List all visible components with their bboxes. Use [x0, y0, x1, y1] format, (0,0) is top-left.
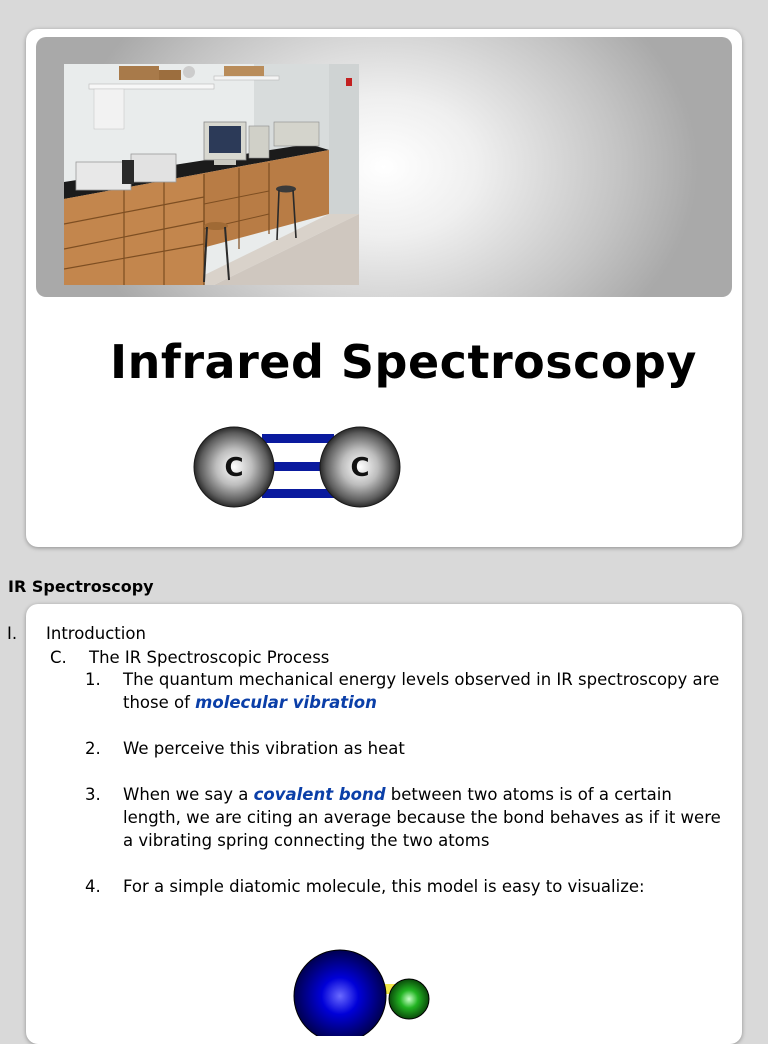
- outline-marker: C.: [50, 648, 67, 667]
- item-marker: 4.: [85, 877, 101, 896]
- emphasis-term: molecular vibration: [195, 693, 377, 712]
- atom-label: C: [350, 453, 370, 483]
- slide-title: Infrared Spectroscopy: [110, 335, 697, 389]
- emphasis-term: covalent bond: [253, 785, 386, 804]
- outline-subheading: The IR Spectroscopic Process: [89, 648, 330, 667]
- bond-line: [262, 434, 334, 443]
- large-atom: [294, 950, 386, 1036]
- item-text-part: between two atoms is of a certain: [385, 785, 672, 804]
- lab-photo: [64, 64, 359, 285]
- item-text: We perceive this vibration as heat: [123, 739, 405, 758]
- item-text: length, we are citing an average because the bond behaves as if it were: [123, 808, 721, 827]
- content-slide: [7, 604, 742, 1044]
- item-marker: 1.: [85, 670, 101, 689]
- item-text-part: When we say a: [123, 785, 254, 804]
- item-text: [123, 783, 672, 806]
- item-text: The quantum mechanical energy levels observed in IR spectroscopy are: [123, 670, 720, 689]
- small-atom: [389, 979, 429, 1019]
- title-slide: [26, 29, 742, 547]
- item-text: For a simple diatomic molecule, this model is easy to visualize:: [123, 877, 645, 896]
- outline-heading: Introduction: [46, 624, 146, 643]
- section-label: IR Spectroscopy: [8, 577, 154, 596]
- diatomic-molecule: [290, 946, 440, 1036]
- item-text: a vibrating spring connecting the two atoms: [123, 831, 490, 850]
- atom-label: C: [224, 453, 244, 483]
- triple-bond-molecule: [192, 422, 404, 512]
- outline-marker: I.: [7, 624, 18, 643]
- item-text: [123, 691, 377, 714]
- bond-line: [262, 489, 334, 498]
- item-text-part: those of: [123, 693, 196, 712]
- item-marker: 3.: [85, 785, 101, 804]
- item-marker: 2.: [85, 739, 101, 758]
- banner: [36, 37, 732, 297]
